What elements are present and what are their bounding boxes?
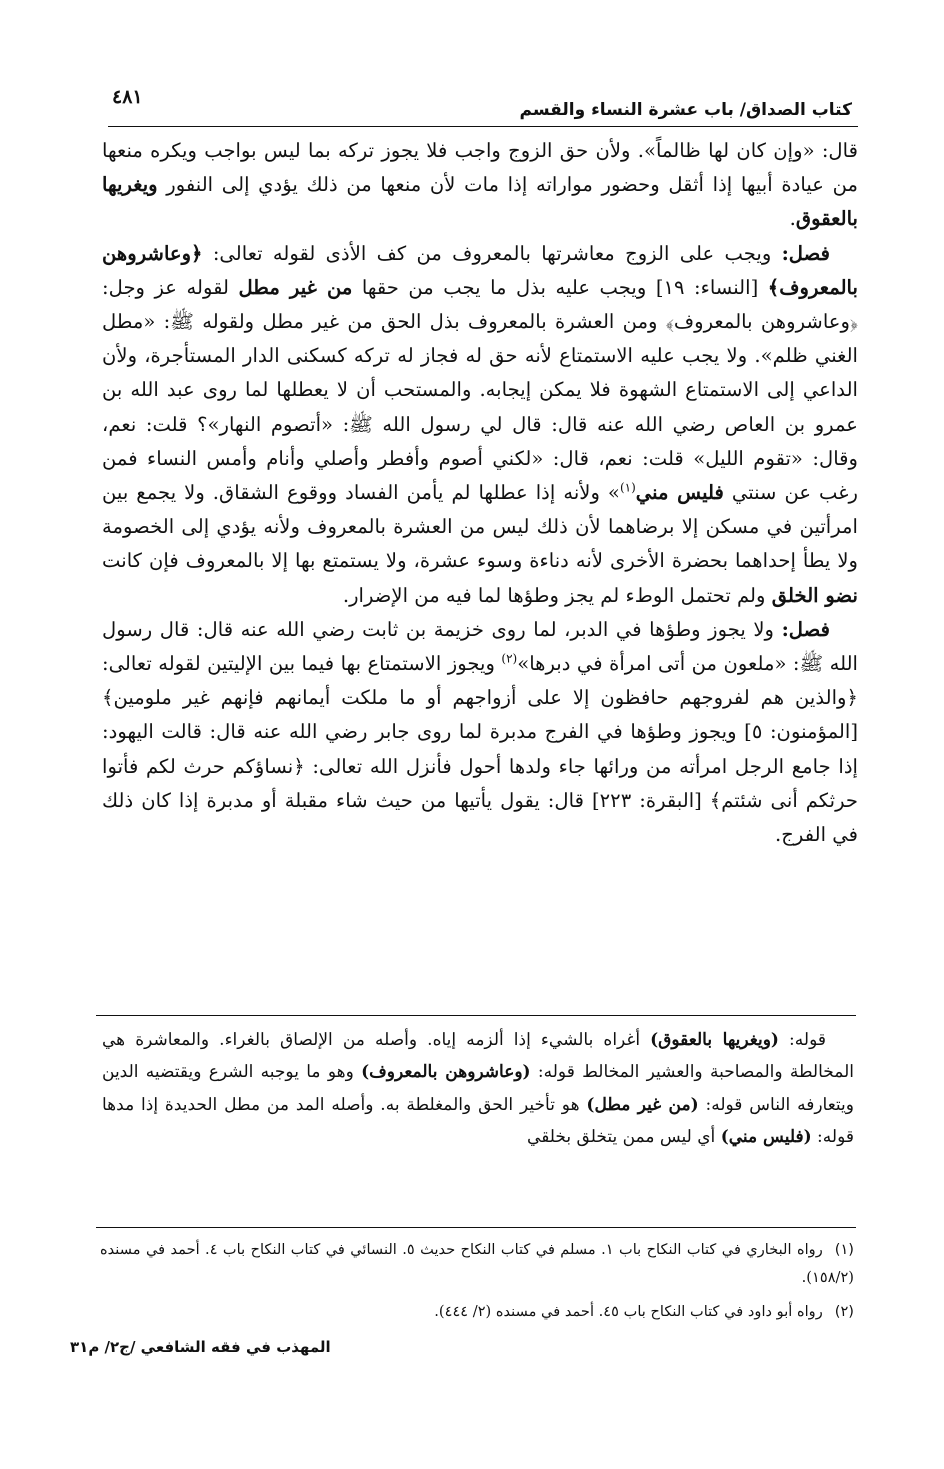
footnote-ref-1: (١) (619, 480, 636, 495)
p1-text: قال: «وإن كان لها ظالماً». ولأن حق الزوج واجب فلا يجوز تركه بما ليس بواجب ويكره منعها من عيادة أبيها إذا أثقل وحضور مواراته إذا مات لأن منعها من ذلك يؤدي إلى النفور (102, 139, 858, 197)
p2-c: لقوله عز وجل: ﴿وعاشروهن بالمعروف﴾ ومن العشرة بالمعروف بذل الحق من غير مطل ولقوله ﷺ: «مطل الغني ظلم». ولا يجب عليه الاستمتاع لأنه حق له فجاز له تركه كسكنى الدار المستأجرة، ولأن الداعي إلى الاستمتاع الشهوة فلا يمكن إيجابه. والمستحب أن لا يعطلها لما روى عبد الله بن عمرو بن العاص رضي الله عنه قال: قال لي رسول الله ﷺ: «أتصوم النهار»؟ قلت: نعم، وقال: «تقوم الليل» قلت: نعم، قال: «لكني أصوم وأفطر وأصلي وأنام وأمس النساء فمن رغب عن سنتي (102, 275, 859, 505)
gloss-term-4: (فليس مني) (720, 1127, 812, 1148)
fasl-heading-2: فصل: (781, 617, 830, 641)
paragraph-3 (102, 613, 858, 852)
gloss-paragraph (102, 1024, 854, 1154)
footnote-1 (100, 1236, 854, 1292)
main-text (102, 134, 858, 852)
gloss-e: هو تأخير الحق والمغلطة به. وأصله المد من مطل الحديدة إذا مدها قوله: (102, 1094, 854, 1148)
page-number: ٤٨١ (112, 86, 143, 108)
footnotes (100, 1236, 854, 1332)
header-rule (108, 126, 858, 127)
gloss-d: وهو ما يوجبه الشرع ويقتضيه الدين ويتعارفه الناس قوله: (102, 1062, 854, 1115)
gloss-section (102, 1024, 854, 1154)
gloss-term-2: (وعاشروهن بالمعروف) (361, 1062, 531, 1083)
p2-e: ولم تحتمل الوطء لم يجز وطؤها لما فيه من الإضرار. (342, 583, 772, 607)
fasl-heading-1: فصل: (781, 241, 830, 265)
footnote-1-text: رواه البخاري في كتاب النكاح باب ١. مسلم في كتاب النكاح حديث ٥. النسائي في كتاب النكاح باب ٤. أحمد في مسنده (١٥٨/٢). (100, 1241, 854, 1286)
gloss-term-3: (من غير مطل) (586, 1094, 699, 1115)
p3-a: ولا يجوز وطؤها في الدبر، لما روى خزيمة بن ثابت رضي الله عنه قال: قال رسول الله ﷺ: «ملعون من أتى امرأة في دبرها» (102, 617, 858, 676)
p2-bold-1: ﴿وعاشروهن بالمعروف﴾ (102, 241, 858, 299)
printer-signature: المهذب في فقه الشافعي /ج٢/ م٣١ (70, 1338, 331, 1356)
footnote-rule (96, 1227, 856, 1228)
p2-b: [النساء: ١٩] ويجب عليه بذل ما يجب من حقها (352, 275, 768, 299)
p1-bold: ويغريها بالعقوق (102, 173, 858, 231)
p3-b: ويجوز الاستمتاع بها فيما بين الإليتين لقوله تعالى: ﴿والذين هم لفروجهم حافظون إلا على أزواجهم أو ما ملكت أيمانهم فإنهم غير ملومين﴾ [المؤمنون: ٥] ويجوز وطؤها في الفرج مدبرة لما روى جابر رضي الله عنه قال: قالت اليهود: إذا جامع الرجل امرأته من ورائها جاء ولدها أحول فأنزل الله تعالى: ﴿نساؤكم حرث لكم فأتوا حرثكم أنى شئتم﴾ [البقرة: ٢٢٣] قال: يقول يأتيها من حيث شاء مقبلة أو مدبرة إذا كان ذلك في الفرج. (102, 652, 859, 847)
footnote-2-text: رواه أبو داود في كتاب النكاح باب ٤٥. أحمد في مسنده (٢/ ٤٤٤). (434, 1303, 823, 1320)
gloss-c: أغراه بالشيء إذا ألزمه إياه. وأصله من الإلصاق بالغراء. والمعاشرة هي المخالطة والمصاحبة والعشير المخالط قوله: (102, 1030, 854, 1083)
p2-bold-2: من غير مطل (238, 275, 353, 299)
p2-d: » ولأنه إذا عطلها لم يأمن الفساد ووقوع الشقاق. ولا يجمع بين امرأتين في مسكن إلا برضاهما لأن ذلك ليس من العشرة بالمعروف ولأنه يؤدي إلى الخصومة ولا يطأ إحداهما بحضرة الأخرى لأنه دناءة وسوء عشرة، ولا يستمتع بها إلا بالمعروف فإن كانت (102, 481, 858, 573)
gloss-f: أي ليس ممن يتخلق بخلقي (527, 1127, 721, 1148)
gloss-term-1: (ويغريها بالعقوق) (650, 1030, 779, 1050)
footnote-2 (100, 1298, 854, 1326)
footnote-1-num: (١) (834, 1241, 854, 1258)
paragraph-2 (102, 237, 858, 613)
p2-bold-3: فليس مني (635, 481, 724, 505)
paragraph-1 (102, 134, 858, 237)
running-head: كتاب الصداق/ باب عشرة النساء والقسم (519, 100, 852, 120)
gloss-rule (96, 1015, 856, 1016)
p2-a: ويجب على الزوج معاشرتها بالمعروف من كف الأذى لقوله تعالى: (202, 241, 782, 265)
footnote-ref-2: (٢) (501, 651, 518, 666)
gloss-a: قوله: (778, 1030, 826, 1050)
footnote-2-num: (٢) (834, 1303, 854, 1320)
p1-end: . (789, 207, 796, 231)
p2-bold-4: نضو الخلق (771, 583, 858, 607)
